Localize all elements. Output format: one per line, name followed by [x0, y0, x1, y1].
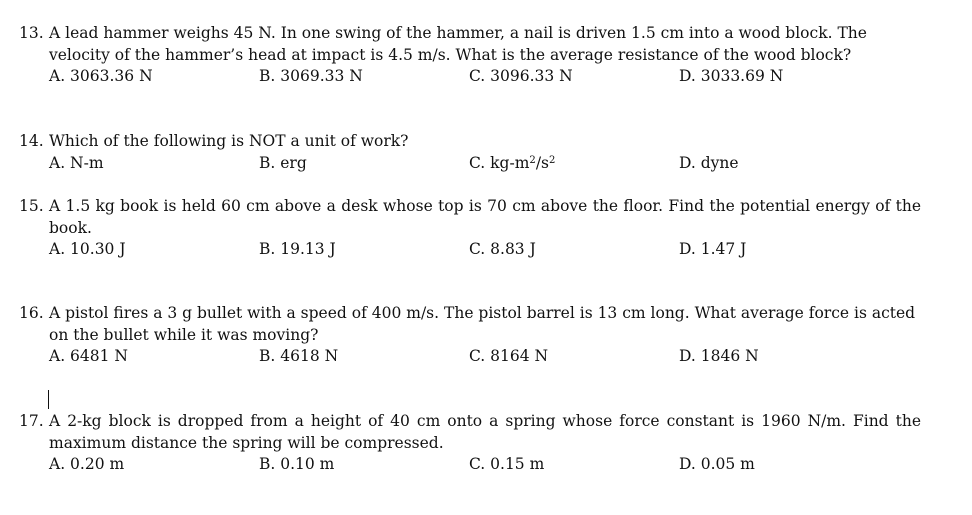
question-stem: A 2-kg block is dropped from a height of 40 cm onto a spring whose force constant is 1960 N/m. Find the maximum distance the spring will be compressed.	[49, 412, 921, 452]
choice-a: A. 0.20 m	[49, 455, 125, 473]
question-number: 14.	[19, 132, 44, 150]
choice-d: D. 1.47 J	[679, 240, 747, 258]
choice-c: C. 0.15 m	[469, 455, 545, 473]
choice-b: B. 19.13 J	[259, 240, 336, 258]
question-17	[19, 411, 921, 476]
question-14	[19, 131, 921, 175]
question-stem: A lead hammer weighs 45 N. In one swing of the hammer, a nail is driven 1.5 cm into a wood block. The velocity of the hammer’s head at impact is 4.5 m/s. What is the average resistance of the wood block?	[49, 24, 867, 64]
choice-b: B. erg	[259, 153, 307, 172]
choice-c: C. 3096.33 N	[469, 67, 573, 85]
answer-choices	[19, 346, 921, 368]
choice-c: C. 8.83 J	[469, 240, 536, 258]
choice-c-prefix: C. kg-m	[469, 153, 530, 172]
question-stem: Which of the following is NOT a unit of work?	[49, 132, 409, 150]
choice-b: B. 0.10 m	[259, 455, 335, 473]
question-number: 13.	[19, 24, 44, 42]
question-number: 15.	[19, 197, 44, 215]
answer-choices	[19, 454, 921, 476]
choice-d: D. 3033.69 N	[679, 67, 784, 85]
question-13	[19, 23, 921, 88]
question-stem: A 1.5 kg book is held 60 cm above a desk whose top is 70 cm above the floor. Find the potential energy of the book.	[49, 197, 921, 237]
superscript: 2	[529, 154, 536, 166]
choice-c-middle: /s	[535, 153, 550, 172]
question-number: 16.	[19, 304, 44, 322]
choice-d: D. 0.05 m	[679, 455, 755, 473]
question-number: 17.	[19, 412, 44, 430]
choice-d: D. dyne	[679, 153, 739, 172]
question-stem: A pistol fires a 3 g bullet with a speed of 400 m/s. The pistol barrel is 13 cm long. What average force is acted on the bullet while it was moving?	[49, 304, 916, 344]
answer-choices	[19, 66, 921, 88]
choice-a: A. N-m	[49, 153, 104, 172]
choice-b: B. 3069.33 N	[259, 67, 363, 85]
choice-d: D. 1846 N	[679, 347, 759, 365]
choice-c: C. 8164 N	[469, 347, 549, 365]
choice-a: A. 10.30 J	[49, 240, 126, 258]
question-15	[19, 196, 921, 261]
choice-a: A. 6481 N	[49, 347, 128, 365]
question-16	[19, 303, 921, 368]
choice-a: A. 3063.36 N	[49, 67, 153, 85]
superscript: 2	[549, 154, 556, 166]
choice-b: B. 4618 N	[259, 347, 339, 365]
text-cursor	[48, 390, 49, 409]
answer-choices	[19, 239, 921, 261]
choice-c	[469, 153, 555, 175]
answer-choices	[19, 153, 921, 175]
